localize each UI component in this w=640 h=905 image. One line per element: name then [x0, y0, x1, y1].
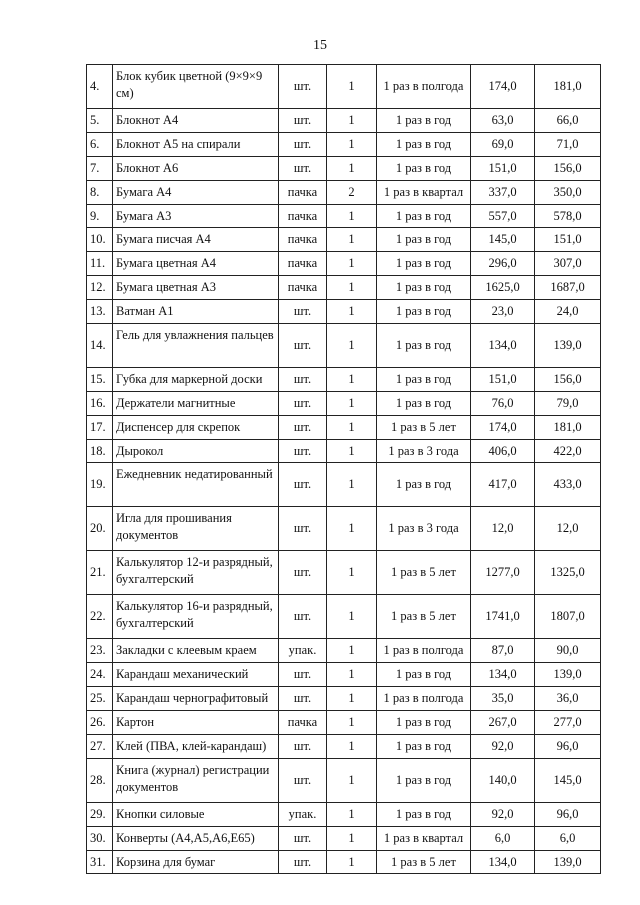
price-max-cell: 151,0 — [535, 228, 601, 252]
table-row — [87, 109, 601, 133]
quantity-cell: 1 — [327, 109, 377, 133]
item-name-cell: Бумага А4 — [113, 180, 279, 204]
row-number-cell: 10. — [87, 228, 113, 252]
unit-cell: шт. — [279, 826, 327, 850]
unit-cell: шт. — [279, 595, 327, 639]
quantity-cell: 1 — [327, 507, 377, 551]
quantity-cell: 1 — [327, 439, 377, 463]
quantity-cell: 1 — [327, 850, 377, 874]
frequency-cell: 1 раз в год — [377, 204, 471, 228]
table-row — [87, 252, 601, 276]
table-body — [87, 65, 601, 874]
table-row — [87, 228, 601, 252]
unit-cell: шт. — [279, 734, 327, 758]
unit-cell: шт. — [279, 551, 327, 595]
unit-cell: пачка — [279, 252, 327, 276]
price-cell: 63,0 — [471, 109, 535, 133]
price-cell: 1625,0 — [471, 276, 535, 300]
frequency-cell: 1 раз в год — [377, 711, 471, 735]
quantity-cell: 1 — [327, 132, 377, 156]
unit-cell: шт. — [279, 463, 327, 507]
quantity-cell: 1 — [327, 323, 377, 367]
table-row — [87, 323, 601, 367]
unit-cell: шт. — [279, 663, 327, 687]
unit-cell: шт. — [279, 367, 327, 391]
price-max-cell: 181,0 — [535, 415, 601, 439]
price-cell: 134,0 — [471, 323, 535, 367]
price-cell: 76,0 — [471, 391, 535, 415]
unit-cell: шт. — [279, 109, 327, 133]
quantity-cell: 1 — [327, 65, 377, 109]
table-row — [87, 850, 601, 874]
item-name-cell: Бумага цветная А4 — [113, 252, 279, 276]
quantity-cell: 1 — [327, 711, 377, 735]
table-row — [87, 758, 601, 802]
quantity-cell: 1 — [327, 639, 377, 663]
price-cell: 1741,0 — [471, 595, 535, 639]
price-max-cell: 66,0 — [535, 109, 601, 133]
unit-cell: шт. — [279, 132, 327, 156]
frequency-cell: 1 раз в год — [377, 156, 471, 180]
table-row — [87, 204, 601, 228]
table-row — [87, 391, 601, 415]
frequency-cell: 1 раз в год — [377, 734, 471, 758]
price-max-cell: 156,0 — [535, 367, 601, 391]
unit-cell: упак. — [279, 802, 327, 826]
quantity-cell: 1 — [327, 687, 377, 711]
row-number-cell: 31. — [87, 850, 113, 874]
item-name-cell: Гель для увлажнения пальцев — [113, 323, 279, 367]
price-cell: 92,0 — [471, 802, 535, 826]
frequency-cell: 1 раз в год — [377, 463, 471, 507]
item-name-cell: Карандаш механический — [113, 663, 279, 687]
price-max-cell: 1807,0 — [535, 595, 601, 639]
unit-cell: шт. — [279, 758, 327, 802]
row-number-cell: 9. — [87, 204, 113, 228]
table-row — [87, 300, 601, 324]
table-row — [87, 180, 601, 204]
quantity-cell: 1 — [327, 551, 377, 595]
item-name-cell: Конверты (А4,А5,А6,Е65) — [113, 826, 279, 850]
row-number-cell: 16. — [87, 391, 113, 415]
item-name-cell: Бумага писчая А4 — [113, 228, 279, 252]
row-number-cell: 11. — [87, 252, 113, 276]
price-cell: 92,0 — [471, 734, 535, 758]
frequency-cell: 1 раз в полгода — [377, 687, 471, 711]
quantity-cell: 1 — [327, 802, 377, 826]
table-row — [87, 439, 601, 463]
table-row — [87, 276, 601, 300]
price-cell: 1277,0 — [471, 551, 535, 595]
price-max-cell: 156,0 — [535, 156, 601, 180]
table-row — [87, 639, 601, 663]
row-number-cell: 14. — [87, 323, 113, 367]
item-name-cell: Бумага цветная А3 — [113, 276, 279, 300]
unit-cell: шт. — [279, 415, 327, 439]
item-name-cell: Блокнот А5 на спирали — [113, 132, 279, 156]
table-row — [87, 734, 601, 758]
item-name-cell: Губка для маркерной доски — [113, 367, 279, 391]
table-row — [87, 415, 601, 439]
unit-cell: шт. — [279, 391, 327, 415]
supplies-table — [86, 64, 601, 874]
quantity-cell: 1 — [327, 758, 377, 802]
price-cell: 406,0 — [471, 439, 535, 463]
price-max-cell: 181,0 — [535, 65, 601, 109]
price-max-cell: 96,0 — [535, 802, 601, 826]
price-max-cell: 139,0 — [535, 663, 601, 687]
table-row — [87, 551, 601, 595]
row-number-cell: 30. — [87, 826, 113, 850]
item-name-cell: Держатели магнитные — [113, 391, 279, 415]
frequency-cell: 1 раз в год — [377, 758, 471, 802]
frequency-cell: 1 раз в год — [377, 391, 471, 415]
quantity-cell: 1 — [327, 826, 377, 850]
item-name-cell: Ежедневник недатированный — [113, 463, 279, 507]
table-row — [87, 507, 601, 551]
item-name-cell: Блок кубик цветной (9×9×9 см) — [113, 65, 279, 109]
item-name-cell: Бумага А3 — [113, 204, 279, 228]
price-max-cell: 79,0 — [535, 391, 601, 415]
price-max-cell: 277,0 — [535, 711, 601, 735]
price-max-cell: 1687,0 — [535, 276, 601, 300]
item-name-cell: Дырокол — [113, 439, 279, 463]
item-name-cell: Диспенсер для скрепок — [113, 415, 279, 439]
row-number-cell: 25. — [87, 687, 113, 711]
unit-cell: пачка — [279, 180, 327, 204]
row-number-cell: 18. — [87, 439, 113, 463]
quantity-cell: 1 — [327, 734, 377, 758]
quantity-cell: 1 — [327, 595, 377, 639]
price-max-cell: 71,0 — [535, 132, 601, 156]
table-row — [87, 711, 601, 735]
price-cell: 267,0 — [471, 711, 535, 735]
price-max-cell: 145,0 — [535, 758, 601, 802]
unit-cell: пачка — [279, 204, 327, 228]
row-number-cell: 4. — [87, 65, 113, 109]
frequency-cell: 1 раз в полгода — [377, 639, 471, 663]
row-number-cell: 7. — [87, 156, 113, 180]
price-max-cell: 350,0 — [535, 180, 601, 204]
frequency-cell: 1 раз в год — [377, 323, 471, 367]
row-number-cell: 12. — [87, 276, 113, 300]
frequency-cell: 1 раз в год — [377, 109, 471, 133]
row-number-cell: 27. — [87, 734, 113, 758]
row-number-cell: 8. — [87, 180, 113, 204]
price-max-cell: 139,0 — [535, 850, 601, 874]
row-number-cell: 20. — [87, 507, 113, 551]
unit-cell: шт. — [279, 439, 327, 463]
table-row — [87, 802, 601, 826]
quantity-cell: 1 — [327, 276, 377, 300]
frequency-cell: 1 раз в год — [377, 300, 471, 324]
price-cell: 151,0 — [471, 156, 535, 180]
price-cell: 557,0 — [471, 204, 535, 228]
row-number-cell: 23. — [87, 639, 113, 663]
item-name-cell: Блокнот А6 — [113, 156, 279, 180]
row-number-cell: 6. — [87, 132, 113, 156]
unit-cell: шт. — [279, 156, 327, 180]
frequency-cell: 1 раз в полгода — [377, 65, 471, 109]
item-name-cell: Закладки с клеевым краем — [113, 639, 279, 663]
frequency-cell: 1 раз в 5 лет — [377, 850, 471, 874]
unit-cell: шт. — [279, 300, 327, 324]
price-max-cell: 36,0 — [535, 687, 601, 711]
quantity-cell: 1 — [327, 415, 377, 439]
frequency-cell: 1 раз в год — [377, 228, 471, 252]
item-name-cell: Игла для прошивания документов — [113, 507, 279, 551]
frequency-cell: 1 раз в год — [377, 663, 471, 687]
row-number-cell: 5. — [87, 109, 113, 133]
row-number-cell: 29. — [87, 802, 113, 826]
table-row — [87, 65, 601, 109]
price-max-cell: 6,0 — [535, 826, 601, 850]
price-max-cell: 90,0 — [535, 639, 601, 663]
row-number-cell: 24. — [87, 663, 113, 687]
item-name-cell: Калькулятор 12-и разрядный, бухгалтерский — [113, 551, 279, 595]
item-name-cell: Блокнот А4 — [113, 109, 279, 133]
row-number-cell: 17. — [87, 415, 113, 439]
quantity-cell: 1 — [327, 252, 377, 276]
row-number-cell: 28. — [87, 758, 113, 802]
price-cell: 35,0 — [471, 687, 535, 711]
quantity-cell: 1 — [327, 156, 377, 180]
table-row — [87, 367, 601, 391]
frequency-cell: 1 раз в 5 лет — [377, 595, 471, 639]
unit-cell: пачка — [279, 276, 327, 300]
frequency-cell: 1 раз в год — [377, 276, 471, 300]
table-row — [87, 663, 601, 687]
table-row — [87, 595, 601, 639]
quantity-cell: 1 — [327, 663, 377, 687]
item-name-cell: Карандаш чернографитовый — [113, 687, 279, 711]
unit-cell: шт. — [279, 850, 327, 874]
price-cell: 174,0 — [471, 65, 535, 109]
table-row — [87, 826, 601, 850]
item-name-cell: Кнопки силовые — [113, 802, 279, 826]
price-cell: 337,0 — [471, 180, 535, 204]
unit-cell: шт. — [279, 65, 327, 109]
price-cell: 87,0 — [471, 639, 535, 663]
table-row — [87, 463, 601, 507]
price-max-cell: 433,0 — [535, 463, 601, 507]
quantity-cell: 1 — [327, 300, 377, 324]
table-row — [87, 156, 601, 180]
frequency-cell: 1 раз в год — [377, 132, 471, 156]
frequency-cell: 1 раз в 5 лет — [377, 551, 471, 595]
row-number-cell: 19. — [87, 463, 113, 507]
table-row — [87, 132, 601, 156]
unit-cell: упак. — [279, 639, 327, 663]
unit-cell: шт. — [279, 507, 327, 551]
item-name-cell: Ватман А1 — [113, 300, 279, 324]
frequency-cell: 1 раз в квартал — [377, 180, 471, 204]
price-cell: 140,0 — [471, 758, 535, 802]
price-max-cell: 1325,0 — [535, 551, 601, 595]
item-name-cell: Клей (ПВА, клей-карандаш) — [113, 734, 279, 758]
row-number-cell: 21. — [87, 551, 113, 595]
frequency-cell: 1 раз в год — [377, 367, 471, 391]
table-row — [87, 687, 601, 711]
price-cell: 69,0 — [471, 132, 535, 156]
price-cell: 145,0 — [471, 228, 535, 252]
page-number: 15 — [313, 38, 327, 53]
quantity-cell: 1 — [327, 391, 377, 415]
unit-cell: шт. — [279, 323, 327, 367]
price-cell: 151,0 — [471, 367, 535, 391]
item-name-cell: Корзина для бумаг — [113, 850, 279, 874]
price-cell: 174,0 — [471, 415, 535, 439]
price-max-cell: 307,0 — [535, 252, 601, 276]
row-number-cell: 22. — [87, 595, 113, 639]
frequency-cell: 1 раз в 5 лет — [377, 415, 471, 439]
item-name-cell: Книга (журнал) регистрации документов — [113, 758, 279, 802]
price-cell: 12,0 — [471, 507, 535, 551]
item-name-cell: Картон — [113, 711, 279, 735]
price-max-cell: 24,0 — [535, 300, 601, 324]
price-max-cell: 12,0 — [535, 507, 601, 551]
row-number-cell: 15. — [87, 367, 113, 391]
frequency-cell: 1 раз в год — [377, 802, 471, 826]
row-number-cell: 26. — [87, 711, 113, 735]
quantity-cell: 2 — [327, 180, 377, 204]
row-number-cell: 13. — [87, 300, 113, 324]
unit-cell: шт. — [279, 687, 327, 711]
frequency-cell: 1 раз в квартал — [377, 826, 471, 850]
price-max-cell: 96,0 — [535, 734, 601, 758]
frequency-cell: 1 раз в 3 года — [377, 507, 471, 551]
quantity-cell: 1 — [327, 463, 377, 507]
price-max-cell: 578,0 — [535, 204, 601, 228]
price-cell: 6,0 — [471, 826, 535, 850]
quantity-cell: 1 — [327, 367, 377, 391]
price-cell: 296,0 — [471, 252, 535, 276]
price-cell: 417,0 — [471, 463, 535, 507]
price-cell: 23,0 — [471, 300, 535, 324]
price-max-cell: 422,0 — [535, 439, 601, 463]
frequency-cell: 1 раз в год — [377, 252, 471, 276]
price-cell: 134,0 — [471, 850, 535, 874]
price-cell: 134,0 — [471, 663, 535, 687]
unit-cell: пачка — [279, 711, 327, 735]
frequency-cell: 1 раз в 3 года — [377, 439, 471, 463]
item-name-cell: Калькулятор 16-и разрядный, бухгалтерский — [113, 595, 279, 639]
price-max-cell: 139,0 — [535, 323, 601, 367]
quantity-cell: 1 — [327, 228, 377, 252]
quantity-cell: 1 — [327, 204, 377, 228]
unit-cell: пачка — [279, 228, 327, 252]
